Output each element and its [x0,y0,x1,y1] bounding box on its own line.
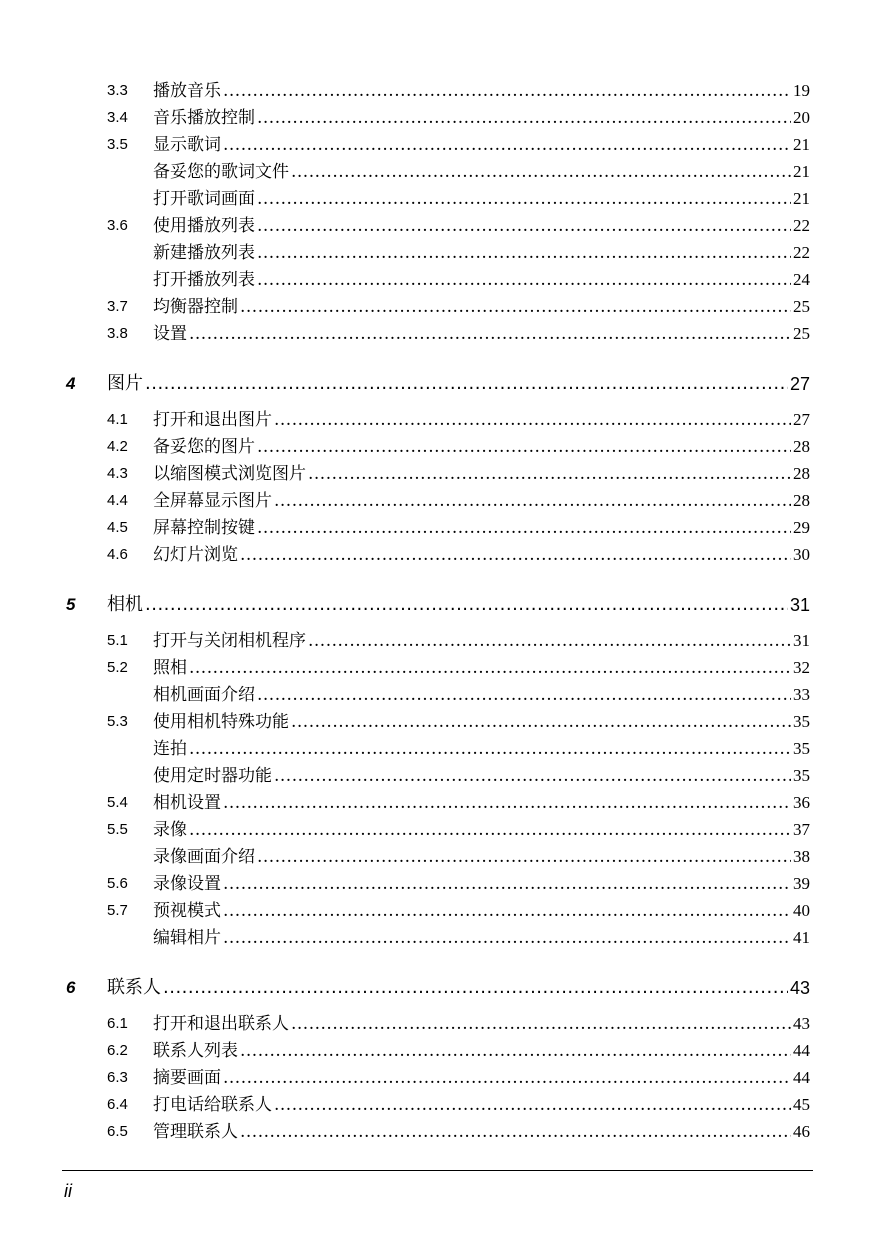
section-number: 4.1 [107,411,128,428]
toc-entry-page-number: 25 [793,297,810,316]
toc-entry-page-number: 39 [793,874,810,893]
section-number: 6.3 [107,1069,128,1086]
dot-leader [257,436,791,458]
toc-subsection-entry[interactable] [153,242,810,264]
toc-entry-title: 连拍 [153,739,187,759]
toc-entry-page-number: 38 [793,847,810,866]
dot-leader [189,738,791,760]
chapter-number: 4 [66,374,76,393]
toc-entry-page-number: 24 [793,270,810,289]
toc-section-entry[interactable] [153,657,810,679]
toc-entry-title: 照相 [153,658,187,678]
toc-section-entry[interactable] [153,711,810,733]
section-number: 6.5 [107,1123,128,1140]
dot-leader [240,1121,791,1143]
toc-entry-page-number: 31 [789,595,810,615]
dot-leader [223,792,791,814]
toc-entry-page-number: 37 [793,820,810,839]
dot-leader [240,1040,791,1062]
toc-section-entry[interactable] [153,873,810,895]
section-number: 4.6 [107,546,128,563]
toc-section-entry[interactable] [153,517,810,539]
toc-entry-title: 预视模式 [153,901,221,921]
toc-entry-title: 联系人列表 [153,1041,238,1061]
toc-entry-title: 播放音乐 [153,81,221,101]
dot-leader [189,323,791,345]
toc-subsection-entry[interactable] [153,188,810,210]
chapter-number: 5 [66,595,76,614]
section-number: 5.7 [107,902,128,919]
section-number: 3.4 [107,109,128,126]
toc-entry-title: 全屏幕显示图片 [153,491,272,511]
toc-entry-title: 使用相机特殊功能 [153,712,289,732]
toc-entry-page-number: 20 [793,108,810,127]
dot-leader [240,544,791,566]
toc-section-entry[interactable] [153,630,810,652]
toc-section-entry[interactable] [153,215,810,237]
section-number: 6.4 [107,1096,128,1113]
toc-entry-page-number: 22 [793,216,810,235]
toc-entry-page-number: 44 [793,1068,810,1087]
toc-entry-title: 联系人 [107,977,161,998]
toc-entry-title: 音乐播放控制 [153,108,255,128]
dot-leader [291,711,791,733]
toc-section-entry[interactable] [153,409,810,431]
toc-entry-title: 打开播放列表 [153,270,255,290]
toc-entry-title: 录像设置 [153,874,221,894]
toc-entry-page-number: 33 [793,685,810,704]
toc-entry-page-number: 28 [793,464,810,483]
section-number: 5.5 [107,821,128,838]
dot-leader [223,900,791,922]
toc-entry-title: 打开与关闭相机程序 [153,631,306,651]
dot-leader [145,372,788,396]
dot-leader [257,684,791,706]
toc-section-entry[interactable] [153,1067,810,1089]
toc-entry-page-number: 28 [793,437,810,456]
dot-leader [223,927,791,949]
toc-entry-title: 摘要画面 [153,1068,221,1088]
dot-leader [308,630,791,652]
toc-chapter-entry[interactable] [107,976,810,1000]
toc-entry-page-number: 21 [793,189,810,208]
toc-chapter-entry[interactable] [107,372,810,396]
section-number: 5.2 [107,659,128,676]
toc-entry-page-number: 40 [793,901,810,920]
toc-entry-page-number: 28 [793,491,810,510]
section-number: 5.4 [107,794,128,811]
section-number: 3.3 [107,82,128,99]
toc-entry-title: 录像 [153,820,187,840]
toc-entry-page-number: 35 [793,766,810,785]
toc-section-entry[interactable] [153,490,810,512]
toc-entry-page-number: 32 [793,658,810,677]
dot-leader [274,765,791,787]
section-number: 6.1 [107,1015,128,1032]
toc-section-entry[interactable] [153,436,810,458]
dot-leader [257,846,791,868]
toc-section-entry[interactable] [153,544,810,566]
toc-entry-page-number: 22 [793,243,810,262]
toc-subsection-entry[interactable] [153,161,810,183]
toc-entry-title: 相机 [107,594,143,615]
dot-leader [274,1094,791,1116]
toc-entry-page-number: 21 [793,135,810,154]
section-number: 6.2 [107,1042,128,1059]
dot-leader [274,490,791,512]
toc-section-entry[interactable] [153,1094,810,1116]
toc-section-entry[interactable] [153,463,810,485]
toc-entry-page-number: 19 [793,81,810,100]
section-number: 3.8 [107,325,128,342]
toc-subsection-entry[interactable] [153,269,810,291]
toc-entry-page-number: 45 [793,1095,810,1114]
section-number: 5.3 [107,713,128,730]
dot-leader [291,1013,791,1035]
toc-entry-page-number: 36 [793,793,810,812]
dot-leader [257,517,791,539]
toc-section-entry[interactable] [153,1121,810,1143]
toc-entry-title: 打开和退出联系人 [153,1014,289,1034]
dot-leader [189,819,791,841]
toc-entry-title: 均衡器控制 [153,297,238,317]
footer-divider [62,1170,813,1171]
toc-entry-title: 使用播放列表 [153,216,255,236]
toc-entry-page-number: 25 [793,324,810,343]
dot-leader [223,1067,791,1089]
toc-entry-title: 幻灯片浏览 [153,545,238,565]
toc-entry-title: 编辑相片 [153,928,221,948]
toc-section-entry[interactable] [153,1040,810,1062]
toc-entry-title: 以缩图模式浏览图片 [153,464,306,484]
dot-leader [223,80,791,102]
toc-entry-title: 显示歌词 [153,135,221,155]
section-number: 4.2 [107,438,128,455]
toc-entry-title: 相机设置 [153,793,221,813]
toc-entry-title: 相机画面介绍 [153,685,255,705]
toc-subsection-entry[interactable] [153,927,810,949]
footer-page-number: ii [64,1181,72,1201]
section-number: 5.1 [107,632,128,649]
toc-section-entry[interactable] [153,819,810,841]
toc-entry-title: 打电话给联系人 [153,1095,272,1115]
toc-chapter-entry[interactable] [107,593,810,617]
section-number: 4.4 [107,492,128,509]
dot-leader [240,296,791,318]
toc-entry-title: 使用定时器功能 [153,766,272,786]
dot-leader [223,873,791,895]
section-number: 3.5 [107,136,128,153]
dot-leader [274,409,791,431]
toc-entry-page-number: 21 [793,162,810,181]
toc-entry-page-number: 27 [793,410,810,429]
toc-section-entry[interactable] [153,900,810,922]
toc-entry-page-number: 29 [793,518,810,537]
toc-entry-page-number: 43 [793,1014,810,1033]
chapter-number: 6 [66,978,76,997]
toc-entry-title: 打开歌词画面 [153,189,255,209]
toc-entry-title: 管理联系人 [153,1122,238,1142]
toc-section-entry[interactable] [153,296,810,318]
toc-entry-title: 备妥您的图片 [153,437,255,457]
toc-section-entry[interactable] [153,80,810,102]
toc-entry-title: 录像画面介绍 [153,847,255,867]
dot-leader [291,161,791,183]
toc-entry-title: 图片 [107,373,143,394]
dot-leader [145,593,788,617]
toc-section-entry[interactable] [153,792,810,814]
dot-leader [257,269,791,291]
toc-entry-page-number: 35 [793,712,810,731]
toc-entry-page-number: 27 [789,374,810,394]
dot-leader [257,242,791,264]
toc-subsection-entry[interactable] [153,765,810,787]
dot-leader [257,188,791,210]
toc-entry-page-number: 44 [793,1041,810,1060]
toc-section-entry[interactable] [153,323,810,345]
toc-section-entry[interactable] [153,1013,810,1035]
toc-entry-title: 屏幕控制按键 [153,518,255,538]
toc-entry-title: 新建播放列表 [153,243,255,263]
section-number: 4.5 [107,519,128,536]
section-number: 3.6 [107,217,128,234]
section-number: 5.6 [107,875,128,892]
dot-leader [223,134,791,156]
toc-subsection-entry[interactable] [153,846,810,868]
dot-leader [163,976,788,1000]
toc-section-entry[interactable] [153,107,810,129]
toc-subsection-entry[interactable] [153,738,810,760]
dot-leader [308,463,791,485]
toc-entry-page-number: 35 [793,739,810,758]
toc-entry-title: 设置 [153,324,187,344]
toc-entry-page-number: 46 [793,1122,810,1141]
toc-entry-page-number: 41 [793,928,810,947]
section-number: 4.3 [107,465,128,482]
toc-subsection-entry[interactable] [153,684,810,706]
dot-leader [257,107,791,129]
toc-entry-page-number: 31 [793,631,810,650]
dot-leader [257,215,791,237]
dot-leader [189,657,791,679]
section-number: 3.7 [107,298,128,315]
toc-entry-title: 打开和退出图片 [153,410,272,430]
toc-entry-page-number: 43 [789,978,810,998]
toc-entry-title: 备妥您的歌词文件 [153,162,289,182]
toc-entry-page-number: 30 [793,545,810,564]
toc-section-entry[interactable] [153,134,810,156]
